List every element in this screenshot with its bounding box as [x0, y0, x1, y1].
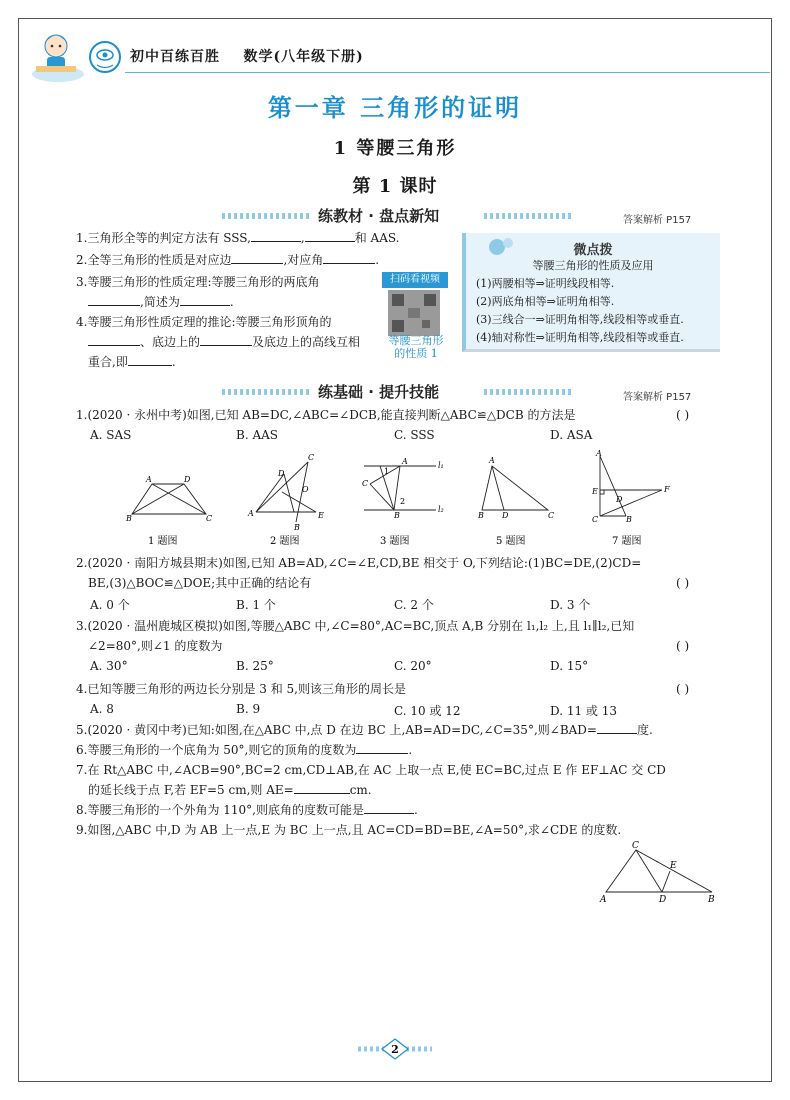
fig1-label: B [126, 514, 132, 523]
figure-caption: 1 题图 [148, 536, 178, 547]
tip-box [462, 233, 720, 352]
banner-review [222, 204, 572, 228]
answer-paren: ( ) [676, 408, 690, 422]
fig7-label: F [664, 485, 670, 494]
section-title: 1 等腰三角形 [333, 138, 457, 159]
qr-caption: 等腰三角形 的性质 1 [388, 334, 444, 360]
fig3-label: l₂ [438, 505, 444, 514]
answer-paren: ( ) [676, 639, 690, 653]
page-number-badge [358, 1036, 432, 1062]
option-c: C. 20° [394, 659, 432, 673]
practice-q4: 4.已知等腰三角形的两边长分别是 3 和 5,则该三角形的周长是 [76, 682, 406, 696]
review-q4-cont2: 重合,即 . [88, 352, 176, 372]
banner-practice [222, 380, 572, 404]
practice-q8: 8.等腰三角形的一个外角为 110°,则底角的度数可能是 . [76, 800, 418, 820]
fig7-label: C [592, 515, 599, 524]
practice-q3-cont: ∠2=80°,则∠1 的度数为 [88, 639, 223, 653]
lesson-title: 第 1 课时 [352, 176, 438, 197]
fig3-label: C [362, 479, 369, 488]
fig7-label: D [616, 495, 623, 504]
banner-stripe [484, 213, 574, 219]
fig7-label: B [626, 515, 632, 524]
answer-ref: 答案解析 P157 [623, 215, 692, 226]
fig9-label: B [708, 895, 715, 905]
qr-code-icon[interactable] [388, 290, 440, 336]
tip-line: (4)轴对称性⇒证明角相等,线段相等或垂直. [476, 331, 684, 344]
practice-q9: 9.如图,△ABC 中,D 为 AB 上一点,E 为 BC 上一点,且 AC=CD=BD=BE,∠A=50°,求∠CDE 的度数. [76, 823, 622, 837]
fig1-label: D [184, 475, 191, 484]
review-q3: 3.等腰三角形的性质定理:等腰三角形的两底角 [76, 275, 320, 289]
tip-subtitle: 等腰三角形的性质及应用 [532, 259, 654, 272]
fig5-label: B [478, 511, 484, 520]
option-a: A. SAS [90, 428, 132, 442]
banner-review-label: 练教材 · 盘点新知 [318, 207, 440, 225]
header-rule [125, 72, 770, 73]
fig5-label: D [502, 511, 509, 520]
fig2-label: D [278, 469, 285, 478]
option-a: A. 30° [90, 659, 128, 673]
fig9-label: A [600, 895, 607, 905]
option-a: A. 0 个 [90, 598, 130, 612]
fig3-label: 1 [384, 467, 390, 476]
review-q3-cont: ,简述为 . [88, 292, 234, 312]
option-b: B. 1 个 [236, 598, 276, 612]
practice-q7: 7.在 Rt△ABC 中,∠ACB=90°,BC=2 cm,CD⊥AB,在 AC 上取一点 E,使 EC=BC,过点 E 作 EF⊥AC 交 CD [76, 763, 666, 777]
fig7-label: A [596, 449, 602, 458]
banner-stripe [222, 389, 312, 395]
option-b: B. 9 [236, 702, 261, 716]
fig2-label: A [248, 509, 254, 518]
fig2-label: B [294, 523, 300, 532]
qr-tag[interactable]: 扫码看视频 [382, 272, 448, 288]
review-q1: 1.三角形全等的判定方法有 SSS, , 和 AAS. [76, 228, 400, 248]
banner-stripe [222, 213, 312, 219]
answer-paren: ( ) [676, 576, 690, 590]
figure-caption: 2 题图 [270, 536, 300, 547]
fig2-label: C [308, 453, 315, 462]
option-b: B. 25° [236, 659, 274, 673]
figure-7 [600, 456, 662, 516]
figure-9 [596, 840, 726, 906]
page-number: 2 [391, 1043, 399, 1056]
publisher-logo-icon [88, 40, 122, 74]
option-d: D. 3 个 [550, 598, 591, 612]
chapter-title: 第一章 三角形的证明 [267, 94, 523, 122]
figure-caption: 7 题图 [612, 536, 642, 547]
book-header [130, 46, 364, 66]
practice-q5: 5.(2020 · 黄冈中考)已知:如图,在△ABC 中,点 D 在边 BC 上,AB=AD=DC,∠C=35°,则∠BAD= 度. [76, 720, 653, 740]
answer-paren: ( ) [676, 682, 690, 696]
option-d: D. ASA [550, 428, 593, 442]
tip-title: 微点拨 [573, 243, 613, 258]
subject: 数学(八年级下册) [243, 49, 364, 65]
fig9-label: E [670, 861, 677, 871]
fig5-label: C [548, 511, 555, 520]
book-title: 初中百练百胜 [130, 49, 220, 65]
banner-practice-label: 练基础 · 提升技能 [318, 383, 440, 401]
fig3-label: 2 [400, 497, 406, 506]
practice-q7-cont: 的延长线于点 F,若 EF=5 cm,则 AE= cm. [88, 780, 372, 800]
figure-1 [132, 484, 206, 514]
option-b: B. AAS [236, 428, 278, 442]
option-d: D. 15° [550, 659, 589, 673]
figure-caption: 3 题图 [380, 536, 410, 547]
fig3-label: l₁ [438, 461, 444, 470]
practice-q3: 3.(2020 · 温州鹿城区模拟)如图,等腰△ABC 中,∠C=80°,AC=BC,顶点 A,B 分别在 l₁,l₂ 上,且 l₁∥l₂,已知 [76, 619, 635, 633]
tip-line: (3)三线合一⇒证明角相等,线段相等或垂直. [476, 313, 684, 326]
fig9-label: C [632, 841, 639, 851]
review-q2: 2.全等三角形的性质是对应边 ,对应角 . [76, 250, 379, 270]
fig1-label: C [206, 514, 213, 523]
fig3-label: B [394, 511, 400, 520]
figure-caption: 5 题图 [496, 536, 526, 547]
fig9-label: D [659, 895, 667, 905]
option-d: D. 11 或 13 [550, 704, 617, 718]
practice-q6: 6.等腰三角形的一个底角为 50°,则它的顶角的度数为 . [76, 740, 412, 760]
tip-line: (2)两底角相等⇒证明角相等. [476, 295, 615, 308]
fig5-label: A [489, 456, 495, 465]
option-a: A. 8 [90, 702, 114, 716]
practice-q2: 2.(2020 · 南阳方城县期末)如图,已知 AB=AD,∠C=∠E,CD,BE 相交于 O,下列结论:(1)BC=DE,(2)CD= [76, 556, 642, 570]
practice-q1: 1.(2020 · 永州中考)如图,已知 AB=DC,∠ABC=∠DCB,能直接判断△ABC≌△DCB 的方法是 [76, 408, 576, 422]
figures-row [118, 448, 718, 550]
answer-ref: 答案解析 P157 [623, 392, 692, 403]
fig1-label: A [146, 475, 152, 484]
practice-q2-cont: BE,(3)△BOC≌△DOE;其中正确的结论有 [88, 576, 312, 590]
banner-stripe [484, 389, 574, 395]
mascot-icon [28, 26, 90, 84]
option-c: C. 10 或 12 [394, 704, 461, 718]
fig7-label: E [592, 487, 598, 496]
review-q4: 4.等腰三角形性质定理的推论:等腰三角形顶角的 [76, 315, 332, 329]
review-q4-cont: 、底边上的 及底边上的高线互相 [88, 332, 360, 352]
figure-5 [482, 466, 548, 510]
option-c: C. SSS [394, 428, 435, 442]
option-c: C. 2 个 [394, 598, 434, 612]
fig3-label: A [402, 457, 408, 466]
fig2-label: O [302, 485, 309, 494]
fig2-label: E [318, 511, 324, 520]
tip-line: (1)两腰相等⇒证明线段相等. [476, 277, 615, 290]
